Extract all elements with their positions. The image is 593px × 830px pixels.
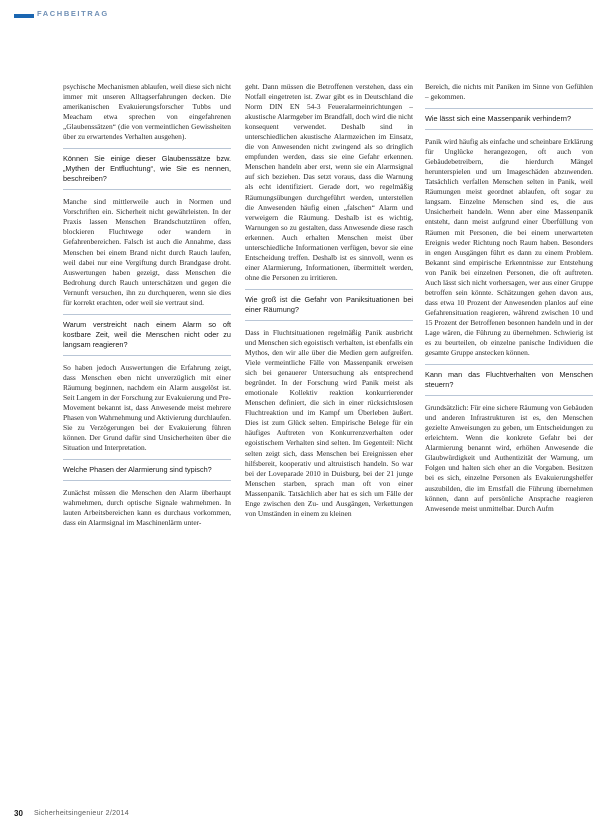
paragraph: Manche sind mittlerweile auch in Normen und Vorschriften ein. Sicherheit nicht gewährleisten. In der Praxis lassen Menschen Brandschutztüren offen, blockieren Fluchtwege oder wandern in Gefahrenbereichen. Falsch ist auch die Annahme, dass Menschen bei einem Brand nicht durch Rauch laufen, weil dabei nur eine Vergiftung durch Brandgase droht. Auswertungen haben gezeigt, dass Menschen die Bedrohung durch Rauch unterschätzen und gegen die Vernunft versuchen, ihn zu durchqueren, wenn sie dies für korrekt erachten, oder weil sie vertraut sind.	[63, 197, 231, 307]
magazine-name: Sicherheitsingenieur 2/2014	[34, 810, 129, 817]
paragraph: geht. Dann müssen die Betroffenen verstehen, dass ein Notfall eingetreten ist. Zwar gibt es in Deutschland die Norm DIN EN 54-3 Feueralarmeinrichtungen – akustische Alarmgeber im Brandfall, doch wird die nicht konsequent verwendet. Deshalb sind in unterschiedlichen akustische Alarmzeichen im Einsatz, die von Anwesenden nicht zwingend als so dringlich empfunden werden, dass sie eine Gefahr erkennen. Menschen handeln aber erst, wenn sie ein Alarmsignal auf sich beziehen. Das setzt voraus, dass die Warnung als echt identifiziert. Gerade dort, wo regelmäßig Räumungsübungen durchgeführt werden, unterstellen die Anwesenden häufig einen „falschen“ Alarm und verweigern die Räumung. Deshalb ist es wichtig, Warnungen so zu gestalten, dass Anwesende diese rasch erkennen. Auch erhalten Menschen meist über unterschiedliche Informationen verfügen, bevor sie eine Entscheidung treffen. Deshalb ist es sinnvoll, wenn es einer Alarmierung, Informationen, übermittelt werden, ohne die Personen zu irritieren.	[245, 82, 413, 282]
paragraph: Grundsätzlich: Für eine sichere Räumung von Gebäuden und anderen Infrastrukturen ist es, den Menschen gezielte Anweisungen zu geben, um Entscheidungen zu erleichtern. Wenn die konkrete Gefahr bei der Alarmierung benannt wird, erhöhen Anwesende die Glaubwürdigkeit und Authentizität der Warnung, um Folgen und halten sich eher an die Vorgaben. Besitzen bei es sich, einzelne Personen als Evakuierungshelfer auszubilden, die im Ernstfall die Führung übernehmen können, dann auf persönliche Ansprache reagieren Anwesende meist unmittelbar. Durch Aufm	[425, 403, 593, 513]
paragraph: So haben jedoch Auswertungen die Erfahrung zeigt, dass Menschen eben nicht unverzüglich mit einer Räumung beginnen, nachdem ein Alarm ausgelöst ist. Seit Langem in der Forschung zur Evakuierung und Pre-Movement bekannt ist, dass Anwesende meist mehrere Phasen von Wahrnehmung und Aktivierung durchlaufen. Sie zu Verzögerungen bei der Evakuierung führen können. Der Grund dafür sind Unsicherheiten über die Situation und Interpretation.	[63, 362, 231, 453]
paragraph: psychische Mechanismen ablaufen, weil diese sich nicht immer mit unseren Alltagserfahrungen decken. Die amerikanischen Evakuierungsforscher Tubbs und Meacham etwa sprechen von eingefahrenen „Glaubenssätzen“ (die von vermeintlichen Gewissheiten über zu erwartendes Verhalten ausgehen).	[63, 82, 231, 142]
text-column-1	[63, 82, 231, 528]
interview-question: Warum verstreicht nach einem Alarm so oft kostbare Zeit, weil die Menschen nicht oder zu langsam reagieren?	[63, 319, 231, 349]
interview-question: Können Sie einige dieser Glaubenssätze bzw. „Mythen der Entfluchtung“, wie Sie es nennen, beschreiben?	[63, 154, 231, 184]
section-header-bar	[14, 14, 34, 18]
paragraph: Dass in Fluchtsituationen regelmäßig Panik ausbricht und Menschen sich egoistisch verhalten, ist ebenfalls ein Mythos, den wir alle über die Medien gern aufgreifen. Viele vermeintliche Fälle von Massenpanik erweisen sich bei genauerer Untersuchung als entsprechend begründet. In der Forschung wird Panik meist als emotionale Kollektiv reaktion konkurrierender Menschen definiert, die sich in einer rücksichtslosen Fluchtreaktion und im Kampf um Überleben äußert. Dies ist zum Glück selten. Empirische Belege für ein häufiges Auftreten von Konkurrenzverhalten oder egoistischem Verhalten sind selten. Im Gegenteil: Nicht selten zeigt sich, dass Menschen bei Ereignissen eher hilfsbereit, kooperativ und altruistisch handeln. So war bei der Loveparade 2010 in Duisburg, bei der 21 junge Menschen starben, sprach man oft von einer Massenpanik. Tatsächlich aber hat es sich um Fälle der Enge zwischen den Zu- und Ausgängen, Verkettungen von Umständen in einem zu kleinen	[245, 327, 413, 518]
paragraph: Bereich, die nichts mit Paniken im Sinne von Gefühlen – gekommen.	[425, 82, 593, 102]
question-box	[63, 314, 231, 356]
interview-question: Welche Phasen der Alarmierung sind typisch?	[63, 465, 212, 475]
text-column-3	[425, 82, 593, 514]
text-column-2	[245, 82, 413, 519]
page-number: 30	[14, 809, 23, 818]
section-label: FACHBEITRAG	[37, 9, 109, 18]
question-box	[63, 459, 231, 481]
paragraph: Panik wird häufig als einfache und scheinbare Erklärung für Unglücke herangezogen, oft auch von Gebäudebetreibern, die hierdurch Mängel herunterspielen und um Imageschäden abzuwenden. Tatsächlich verfallen Menschen selten in Panik, weil Räumungen meist geordnet ablaufen, oft sogar zu langsam. Einzelne Menschen sind es, die aus Unsicherheit handeln. Wenn aber eine Massenpanik entsteht, dann meist aufgrund einer Überfüllung von Räumen mit Personen, die bei einem unerwarteten Ereignis weder Richtung noch Raum haben. Besonders in engen Ausgängen führt es dann zu einem Problem. Bekannt sind empirische Erkenntnisse zur Entstehung von Panik bei einzelnen Personen, die oft auftreten. Auch lässt sich nicht vorhersagen, wer aus einer Gruppe betroffen sein könnte. Schätzungen gehen davon aus, dass etwa 10 Prozent der Anwesenden planlos auf eine Gefahrensituation reagieren, während zwischen 10 und 15 Prozent der Betroffenen besonnen handeln und in der Lage wären, die Führung zu übernehmen. Schwierig ist es zu beurteilen, ob einzelne panische Individuen die gesamte Gruppe anstecken können.	[425, 137, 593, 358]
interview-question: Wie groß ist die Gefahr von Paniksituationen bei einer Räumung?	[245, 294, 413, 314]
question-box	[63, 148, 231, 190]
interview-question: Kann man das Fluchtverhalten von Menschen steuern?	[425, 370, 593, 390]
question-box	[425, 108, 593, 130]
interview-question: Wie lässt sich eine Massenpanik verhindern?	[425, 114, 572, 124]
paragraph: Zunächst müssen die Menschen den Alarm überhaupt wahrnehmen, durch optische Signale wahrnehmen. In lauten Arbeitsbereichen kann es durchaus vorkommen, dass ein Alarmsignal im Maschinenlärm unter-	[63, 488, 231, 528]
question-box	[245, 289, 413, 321]
question-box	[425, 364, 593, 396]
